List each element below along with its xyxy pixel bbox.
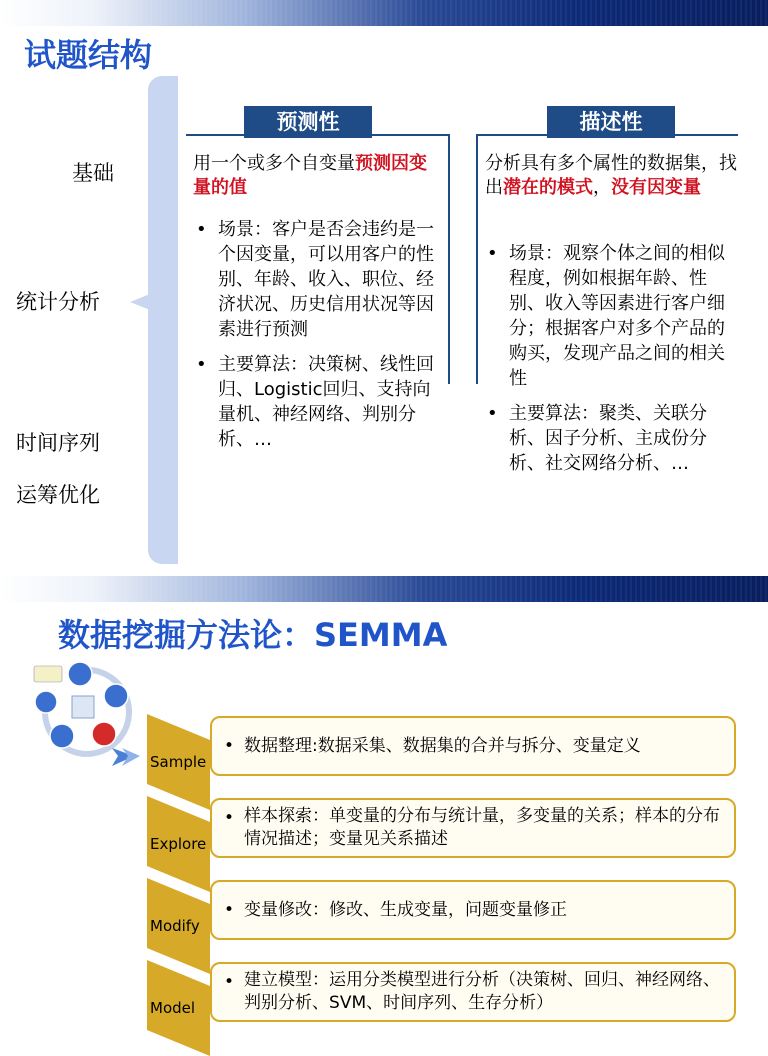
descriptive-intro [485,152,747,200]
cycle-node-bottom-right [92,722,116,746]
bullet-dot: • [196,219,207,240]
descriptive-intro-text-2: ， [593,177,611,198]
step-content [224,800,724,856]
step-box [210,798,736,858]
step-content [224,964,724,1020]
cycle-node-left [35,691,57,713]
list-item [194,352,438,452]
descriptive-tag: 描述性 [547,106,675,138]
predictive-scenario-text: 场景：客户是否会违约是一个因变量，可以用客户的性别、年龄、收入、职位、经济状况、历史信用状况等因素进行预测 [218,219,434,340]
cycle-node-bottom-left [50,724,74,748]
slide1-title: 试题结构 [24,36,153,74]
step-label: Model [150,999,196,1017]
slide2-title: 数据挖掘方法论：SEMMA [58,616,448,654]
topic-bracket [148,76,178,564]
step-description: 样本探索：单变量的分布与统计量，多变量的关系；样本的分布情况描述；变量见关系描述 [244,806,721,849]
step-description: 建立模型：运用分类模型进行分析（决策树、回归、神经网络、判别分析、SVM、时间序列、生存分析） [244,970,721,1013]
left-label-foundation: 基础 [72,161,114,185]
predictive-intro [193,152,438,200]
predictive-bullet-list [194,217,438,462]
step-content [224,882,724,938]
list-item [194,217,438,342]
cycle-center-box [72,696,94,718]
left-label-operations-optimization: 运筹优化 [16,483,100,507]
list-item [485,241,735,391]
descriptive-rule-side [476,134,478,384]
step-box [210,880,736,940]
bullet-dot: • [224,808,235,828]
slide2-header-banner [0,576,768,602]
predictive-intro-highlight: 预测因变量的值 [193,153,427,198]
descriptive-scenario-text: 场景：观察个体之间的相似程度，例如根据年龄、性别、收入等因素进行客户细分；根据客户对多个产品的购买，发现产品之间的相关性 [509,243,725,389]
step-description: 数据整理:数据采集、数据集的合并与拆分、变量定义 [244,735,641,756]
predictive-intro-text: 用一个或多个自变量 [193,153,355,174]
predictive-algorithms-text: 主要算法：决策树、线性回归、Logistic回归、支持向量机、神经网络、判别分析、… [218,354,434,450]
predictive-tag: 预测性 [244,106,372,138]
cycle-card [34,666,62,682]
bullet-dot: • [487,403,498,424]
step-description: 变量修改：修改、生成变量，问题变量修正 [244,899,568,920]
left-label-time-series: 时间序列 [16,431,100,455]
step-content [224,718,724,774]
bullet-dot: • [224,735,235,756]
descriptive-bullet-list [485,241,735,486]
step-box [210,962,736,1022]
cycle-node-top [68,662,92,686]
topic-bracket-pointer [130,294,150,310]
step-label: Sample [150,753,207,771]
step-label: Modify [150,917,200,935]
semma-cycle-diagram [28,656,140,768]
descriptive-intro-highlight-1: 潜在的模式 [503,177,593,198]
left-label-statistics: 统计分析 [16,290,100,314]
slide1-header-banner [0,0,768,26]
bullet-dot: • [224,972,235,992]
list-item [485,401,735,476]
step-label: Explore [150,835,207,853]
bullet-dot: • [196,354,207,375]
descriptive-intro-highlight-2: 没有因变量 [611,177,701,198]
bullet-dot: • [224,899,235,920]
descriptive-intro-text-1: 分析具有多个属性的数据集，找出 [485,153,737,198]
bullet-dot: • [487,243,498,264]
predictive-rule-side [448,134,450,384]
step-box [210,716,736,776]
descriptive-algorithms-text: 主要算法：聚类、关联分析、因子分析、主成份分析、社交网络分析、… [509,403,707,474]
cycle-node-right [104,684,128,708]
